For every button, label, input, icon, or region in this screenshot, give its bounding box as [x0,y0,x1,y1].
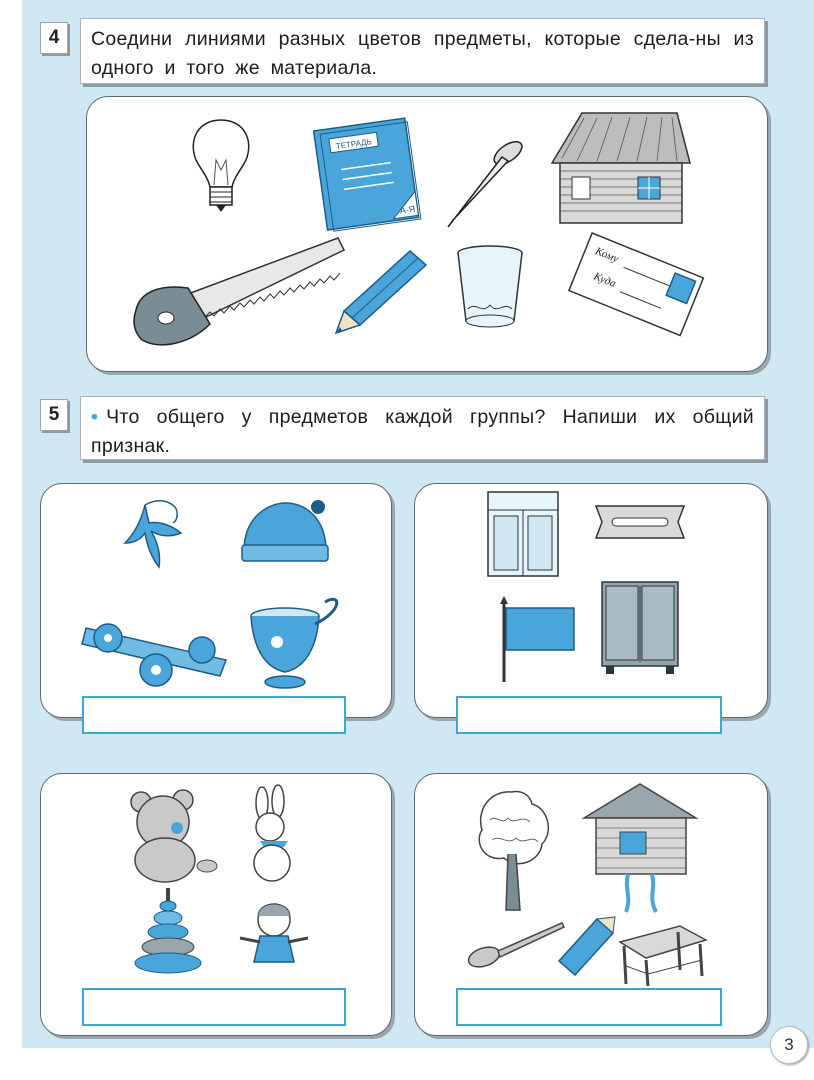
hut-on-legs-icon [580,780,700,920]
group-1-answer-field[interactable] [82,696,346,734]
toy-car-icon [76,598,241,693]
saw-icon[interactable] [130,232,350,352]
notebook-icon[interactable] [312,118,422,228]
bullet-icon: • [91,406,99,428]
glass-icon[interactable] [452,243,528,333]
razor-blade-icon [590,496,690,546]
svg-text:Кому: Кому [593,245,621,266]
nail-icon[interactable] [440,135,530,235]
wooden-spoon-icon [466,915,566,975]
stacking-toy-icon [128,888,208,978]
teddy-bear-icon [125,788,220,888]
window-icon [484,490,564,580]
doll-icon [234,898,314,973]
group-3-answer-field[interactable] [82,988,346,1026]
lightbulb-icon[interactable] [186,115,256,215]
tree-icon [470,780,555,915]
page-number: 3 [770,1026,808,1064]
task-5-question-text: Что общего у предметов каждой группы? Напиши их общий признак. [91,406,754,457]
flag-icon [490,596,580,686]
envelope-icon[interactable] [568,240,708,330]
group-4-answer-field[interactable] [456,988,722,1026]
task-4-number: 4 [40,22,68,54]
svg-text:Куда: Куда [591,270,618,291]
knit-hat-icon [238,497,333,567]
pencil-icon[interactable] [330,247,430,337]
teacup-icon [245,598,345,693]
pencil-icon [553,915,618,980]
task-5-question [80,396,765,460]
task-4-instruction: Соедини линиями разных цветов предметы, которые сдела-ны из одного и того же материала. [80,18,765,84]
svg-text:А-Я: А-Я [399,203,416,216]
wardrobe-icon [598,578,683,678]
log-house-icon[interactable] [542,103,692,228]
task-5-number: 5 [40,399,68,431]
bunny-icon [238,785,308,885]
stool-icon [614,920,709,990]
group-2-answer-field[interactable] [456,696,722,734]
flower-icon [105,493,195,583]
svg-text:ТЕТРАДЬ: ТЕТРАДЬ [335,137,373,152]
